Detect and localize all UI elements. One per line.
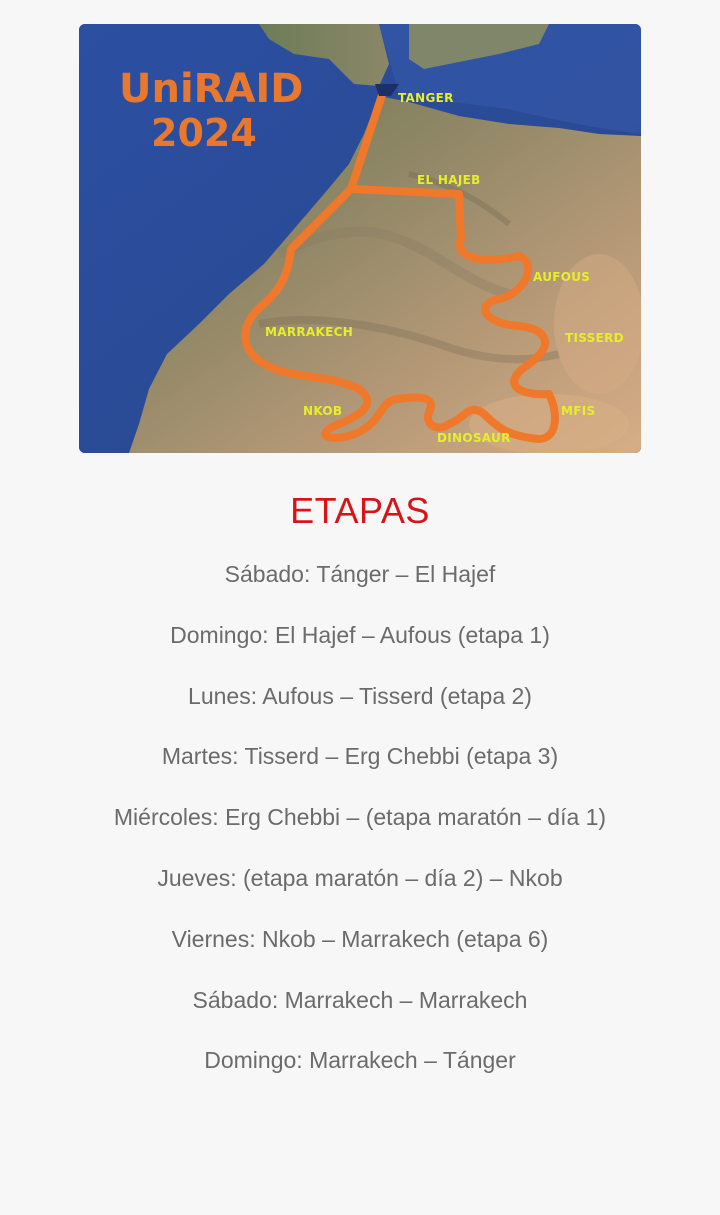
route-map	[79, 24, 641, 453]
stage-item: Domingo: Marrakech – Tánger	[204, 1047, 516, 1074]
stage-item: Jueves: (etapa maratón – día 2) – Nkob	[157, 864, 563, 891]
stage-item: Miércoles: Erg Chebbi – (etapa maratón – día 1)	[113, 804, 607, 831]
uniraid-logo: UniRAID	[119, 66, 304, 112]
uniraid-year: 2024	[151, 111, 257, 155]
section-title: ETAPAS	[290, 490, 430, 531]
label-mfis: MFIS	[561, 404, 596, 418]
stage-item: Sábado: Tánger – El Hajef	[224, 561, 496, 587]
stage-item: Lunes: Aufous – Tisserd (etapa 2)	[188, 682, 532, 709]
stages-list	[0, 556, 720, 1103]
stage-item: Martes: Tisserd – Erg Chebbi (etapa 3)	[161, 743, 559, 770]
label-aufous: AUFOUS	[533, 270, 591, 284]
stage-item: Sábado: Marrakech – Marrakech	[192, 986, 528, 1013]
label-marrakech: MARRAKECH	[265, 325, 354, 339]
route-map-image	[79, 24, 641, 453]
stage-item: Domingo: El Hajef – Aufous (etapa 1)	[170, 621, 550, 648]
label-nkob: NKOB	[303, 404, 343, 418]
stage-item: Viernes: Nkob – Marrakech (etapa 6)	[171, 925, 549, 952]
label-dinosaur: DINOSAUR	[437, 431, 511, 445]
label-tisserd: TISSERD	[565, 331, 624, 345]
label-tanger: TANGER	[398, 91, 454, 105]
label-el-hajeb: EL HAJEB	[417, 173, 481, 187]
